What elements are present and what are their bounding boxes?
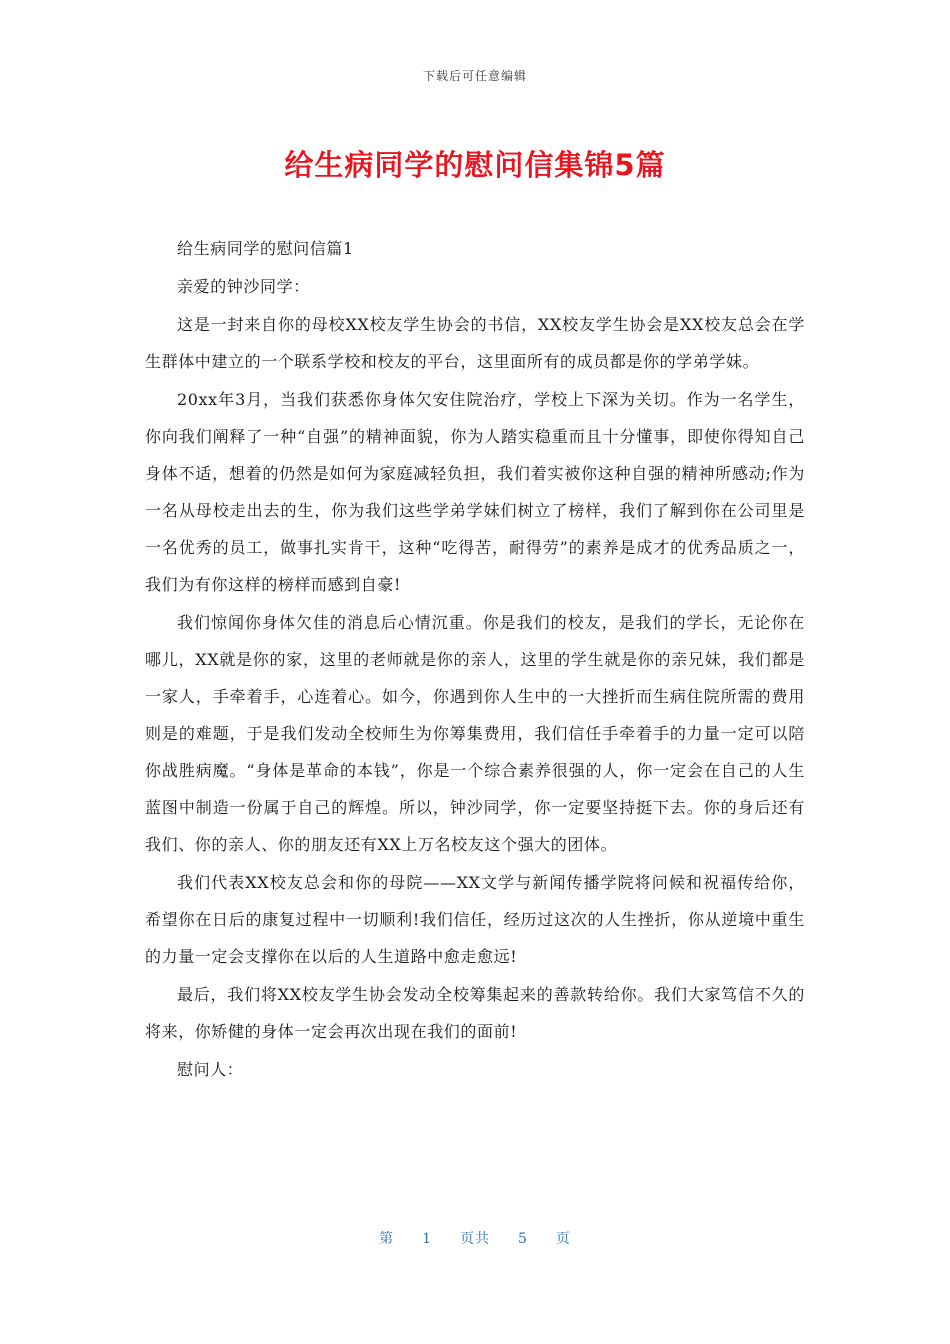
document-body xyxy=(145,230,805,1089)
header-note: 下载后可任意编辑 xyxy=(422,69,527,83)
page-footer xyxy=(0,1228,950,1248)
body-paragraph: 最后，我们将XX校友学生协会发动全校筹集起来的善款转给你。我们大家笃信不久的将来，你矫健的身体一定会再次出现在我们的面前! xyxy=(145,985,805,1041)
body-paragraph: 20xx年3月，当我们获悉你身体欠安住院治疗，学校上下深为关切。作为一名学生，你向我们阐释了一种“自强”的精神面貌，你为人踏实稳重而且十分懂事，即使你得知自己身体不适，想着的仍然是如何为家庭减轻负担，我们着实被你这种自强的精神所感动;作为一名从母校走出去的生，你为我们这些学弟学妹们树立了榜样，我们了解到你在公司里是一名优秀的员工，做事扎实肯干，这种“吃得苦，耐得劳”的素养是成才的优秀品质之一，我们为有你这样的榜样而感到自豪! xyxy=(145,390,805,594)
signature-line: 慰问人： xyxy=(177,1060,244,1079)
document-title: 给生病同学的慰问信集锦5篇 xyxy=(284,148,666,182)
page-middle: 页共 xyxy=(460,1231,490,1247)
page-total: 5 xyxy=(518,1231,528,1247)
page-prefix: 第 xyxy=(379,1231,395,1247)
page-current: 1 xyxy=(422,1231,432,1247)
salutation: 亲爱的钟沙同学： xyxy=(177,277,310,296)
body-paragraph: 这是一封来自你的母校XX校友学生协会的书信，XX校友学生协会是XX校友总会在学生群体中建立的一个联系学校和校友的平台，这里面所有的成员都是你的学弟学妹。 xyxy=(145,315,805,371)
body-paragraph: 我们代表XX校友总会和你的母院——XX文学与新闻传播学院将问候和祝福传给你，希望你在日后的康复过程中一切顺利!我们信任，经历过这次的人生挫折，你从逆境中重生的力量一定会支撑你在以后的人生道路中愈走愈远! xyxy=(145,873,805,966)
body-paragraph: 我们惊闻你身体欠佳的消息后心情沉重。你是我们的校友，是我们的学长，无论你在哪儿，XX就是你的家，这里的老师就是你的亲人，这里的学生就是你的亲兄妹，我们都是一家人，手牵着手，心连着心。如今，你遇到你人生中的一大挫折而生病住院所需的费用则是的难题，于是我们发动全校师生为你筹集费用，我们信任手牵着手的力量一定可以陪你战胜病魔。“身体是革命的本钱”，你是一个综合素养很强的人，你一定会在自己的人生蓝图中制造一份属于自己的辉煌。所以，钟沙同学，你一定要坚持挺下去。你的身后还有我们、你的亲人、你的朋友还有XX上万名校友这个强大的团体。 xyxy=(145,613,805,854)
section-heading: 给生病同学的慰问信篇1 xyxy=(177,239,354,258)
page-suffix: 页 xyxy=(555,1231,571,1247)
